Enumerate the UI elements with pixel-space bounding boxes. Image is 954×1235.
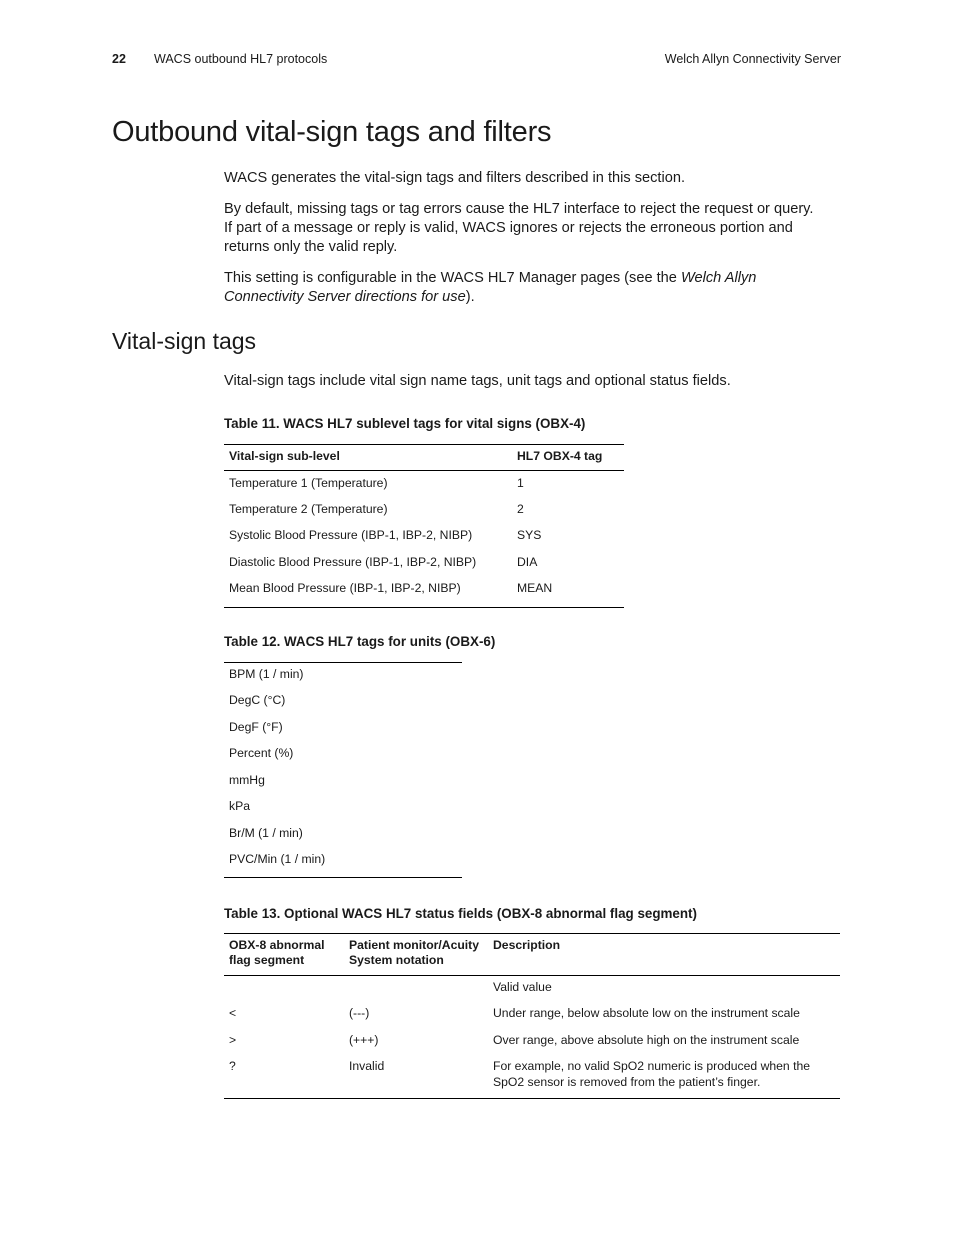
table-cell: Temperature 1 (Temperature) xyxy=(229,476,388,490)
page-title: Outbound vital-sign tags and filters xyxy=(112,116,552,148)
section-paragraph: Vital-sign tags include vital sign name tags, unit tags and optional status fields. xyxy=(224,373,731,389)
table-cell: Temperature 2 (Temperature) xyxy=(229,501,388,516)
table-cell: Mean Blood Pressure (IBP-1, IBP-2, NIBP) xyxy=(229,581,461,596)
table-cell: DIA xyxy=(517,554,538,569)
intro-paragraph-1: WACS generates the vital-sign tags and filters described in this section. xyxy=(224,170,686,186)
table-row xyxy=(224,689,462,716)
table-cell: MEAN xyxy=(517,581,553,596)
table-cell: For example, no valid SpO2 numeric is produced when the SpO2 sensor is removed from the patient’s finger. xyxy=(493,1059,811,1089)
table-row xyxy=(224,1029,840,1056)
table-cell: Systolic Blood Pressure (IBP-1, IBP-2, NIBP) xyxy=(229,528,473,543)
table-cell: PVC/Min (1 / min) xyxy=(229,852,326,866)
intro-paragraph-2: By default, missing tags or tag errors cause the HL7 interface to reject the request or query. If part of a message or reply is valid, WACS ignores or rejects the erroneous portion and returns only the valid reply. xyxy=(224,201,814,255)
table-row xyxy=(224,576,624,607)
table-cell: BPM (1 / min) xyxy=(229,667,304,681)
document-reference: Welch Allyn Connectivity Server directions for use xyxy=(224,270,757,305)
page-number: 22 xyxy=(112,52,126,66)
table-row xyxy=(224,742,462,769)
section-heading: Vital-sign tags xyxy=(112,328,257,354)
table-cell: kPa xyxy=(229,799,251,813)
table-row xyxy=(224,497,624,523)
table-row xyxy=(224,976,840,1003)
table-cell: Diastolic Blood Pressure (IBP-1, IBP-2, NIBP) xyxy=(229,554,477,569)
table-header-row xyxy=(224,445,624,471)
table-cell: > xyxy=(229,1032,237,1047)
page-header xyxy=(112,52,841,70)
table-row xyxy=(224,523,624,549)
table-cell: mmHg xyxy=(229,772,265,787)
table-row xyxy=(224,1055,840,1098)
table-row xyxy=(224,795,462,822)
table-cell: DegC (°C) xyxy=(229,693,286,707)
table-cell: Br/M (1 / min) xyxy=(229,825,303,840)
column-header: Patient monitor/Acuity System notation xyxy=(349,938,480,967)
units-table xyxy=(224,662,462,878)
column-header: HL7 OBX-4 tag xyxy=(517,449,603,463)
table-row xyxy=(224,663,462,690)
table-cell: ? xyxy=(229,1059,236,1073)
intro-paragraph-3: This setting is configurable in the WACS HL7 Manager pages (see the Welch Allyn Connectivity Server directions for use). xyxy=(224,270,757,305)
status-fields-table xyxy=(224,933,840,1099)
table-header-row xyxy=(224,934,840,976)
table-row xyxy=(224,550,624,576)
table-cell: (+++) xyxy=(349,1032,379,1047)
column-header: OBX-8 abnormal flag segment xyxy=(229,938,325,967)
table-cell: DegF (°F) xyxy=(229,719,283,734)
table-cell: SYS xyxy=(517,528,542,543)
table-row xyxy=(224,822,462,849)
table-cell: Invalid xyxy=(349,1059,385,1073)
table12-caption: Table 12. WACS HL7 tags for units (OBX-6) xyxy=(224,634,496,649)
table-row xyxy=(224,848,462,877)
column-header: Description xyxy=(493,938,561,952)
table-cell: 1 xyxy=(517,476,524,490)
product-name: Welch Allyn Connectivity Server xyxy=(664,52,841,66)
table13-caption: Table 13. Optional WACS HL7 status fields (OBX-8 abnormal flag segment) xyxy=(224,906,697,921)
section-name: WACS outbound HL7 protocols xyxy=(154,52,328,66)
table-row xyxy=(224,716,462,743)
table-cell: (---) xyxy=(349,1006,370,1020)
column-header: Vital-sign sub-level xyxy=(229,449,340,463)
table-cell: 2 xyxy=(517,501,524,516)
table-row xyxy=(224,471,624,497)
table-cell xyxy=(224,976,344,1003)
table-row xyxy=(224,1002,840,1029)
vital-sign-tags-table xyxy=(224,444,624,608)
table-cell: Over range, above absolute high on the instrument scale xyxy=(493,1032,800,1047)
table-cell: < xyxy=(229,1006,237,1020)
table-cell: Valid value xyxy=(493,980,552,994)
table-cell xyxy=(344,976,488,1003)
table-row xyxy=(224,769,462,796)
table-cell: Percent (%) xyxy=(229,746,294,760)
table-cell: Under range, below absolute low on the instrument scale xyxy=(493,1006,800,1020)
table11-caption: Table 11. WACS HL7 sublevel tags for vital signs (OBX-4) xyxy=(224,416,586,431)
